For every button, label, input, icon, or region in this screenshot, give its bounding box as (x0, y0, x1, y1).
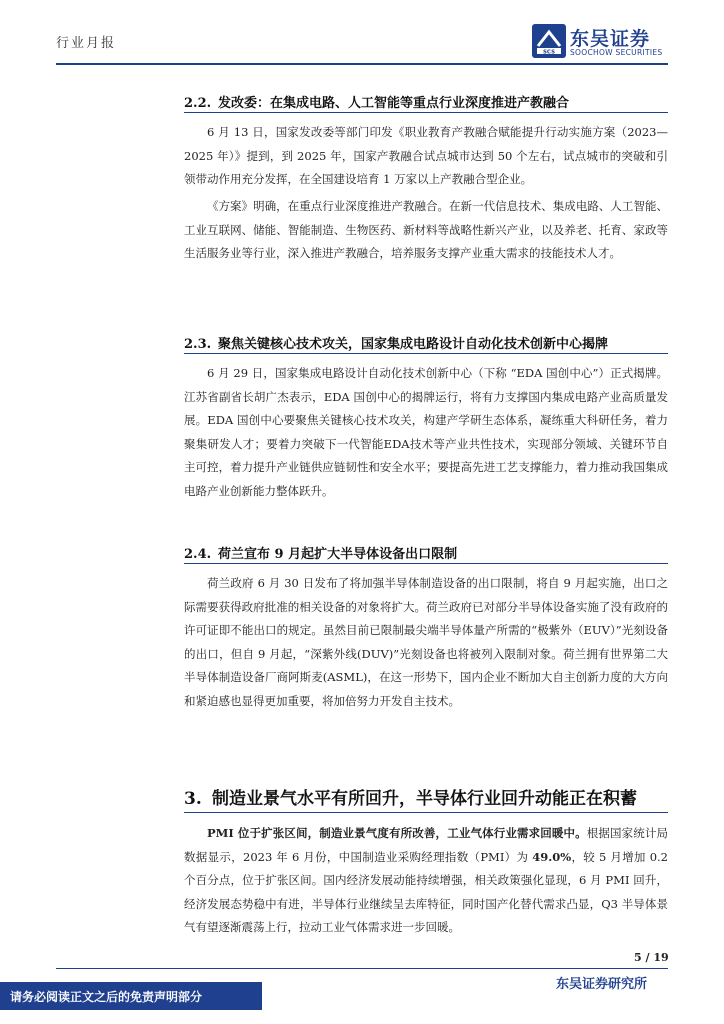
paragraph (184, 822, 668, 940)
section-number: 2.4. (184, 547, 212, 562)
chapter-title-3 (184, 784, 637, 809)
section-title-text: 聚焦关键核心技术攻关，国家集成电路设计自动化技术创新中心揭牌 (218, 337, 609, 352)
paragraph: 6 月 29 日，国家集成电路设计自动化技术创新中心（下称 “EDA 国创中心”）正式揭牌。江苏省副省长胡广杰表示，EDA 国创中心的揭牌运行，将有力支撑国内集成电路产业高质量发展。EDA 国创中心要聚焦关键核心技术攻关，构建产学研生态体系，凝练重大科研任务，着力聚集研发人才；要着力突破下一代智能EDA技术等产业共性技术，实现部分领域、关键环节自主可控，着力提升产业链供应链韧性和安全水平；要提高先进工艺支撑能力，着力推动我国集成电路产业创新能力整体跃升。 (184, 366, 668, 498)
section-title-2-3 (184, 333, 608, 352)
logo-name-cn: 东吴证券 (570, 28, 651, 50)
section-title-text: 发改委：在集成电路、人工智能等重点行业深度推进产教融合 (218, 96, 570, 111)
soochow-logo-icon (532, 24, 566, 58)
section-title-2-2 (184, 92, 569, 111)
section-title-text: 荷兰宣布 9 月起扩大半导体设备出口限制 (218, 547, 458, 562)
section-underline (184, 112, 668, 113)
company-logo (532, 24, 682, 60)
section-number: 2.2. (184, 96, 212, 111)
paragraph: 《方案》明确，在重点行业深度推进产教融合。在新一代信息技术、集成电路、人工智能、工业互联网、储能、智能制造、生物医药、新材料等战略性新兴产业，以及养老、托育、家政等生活服务业等行业，深入推进产教融合，培养服务支撑产业重大需求的技能技术人才。 (184, 199, 668, 260)
logo-name-en: SOOCHOW SECURITIES (570, 48, 663, 57)
paragraph-text: ，较 5 月增加 0.2 个百分点，位于扩张区间。国内经济发展动能持续增强，相关政策强化显现，6 月 PMI 回升，经济发展态势稳中有进，半导体行业继续呈去库特征，同时国产化替代需求凸显，Q3 半导体景气有望逐渐震荡上行，拉动工业气体需求进一步回暖。 (184, 849, 668, 934)
chapter-title-text: 制造业景气水平有所回升，半导体行业回升动能正在积蓄 (212, 789, 637, 809)
footer-org-name: 东吴证券研究所 (556, 977, 648, 992)
paragraph-text: 根据国家统计局数据显示，2023 年 6 月份，中国制造业采购经理指数（PMI）为 (184, 826, 669, 864)
section-underline (184, 353, 668, 354)
section-number: 2.3. (184, 337, 212, 352)
section-underline (184, 563, 668, 564)
page-number: 5 / 19 (634, 951, 669, 964)
disclaimer-banner (0, 982, 262, 1010)
paragraph: 荷兰政府 6 月 30 日发布了将加强半导体制造设备的出口限制，将自 9 月起实施，出口之际需要获得政府批准的相关设备的对象将扩大。荷兰政府已对部分半导体设备实施了没有政府的许可证即不能出口的规定。虽然目前已限制最尖端半导体量产所需的“极紫外（EUV）”光刻设备的出口，但自 9 月起，“深紫外线(DUV)”光刻设备也将被列入限制对象。荷兰拥有世界第二大半导体制造设备厂商阿斯麦(ASML)，在这一形势下，国内企业不断加大自主创新力度的大方向和紧迫感也显得更加重要，将加倍努力开发自主技术。 (184, 576, 668, 708)
chapter-number: 3. (184, 789, 202, 809)
section-title-2-4 (184, 543, 457, 562)
header-divider (56, 63, 668, 65)
paragraph: 6 月 13 日，国家发改委等部门印发《职业教育产教融合赋能提升行动实施方案（2023—2025 年）》提到，到 2025 年，国家产教融合试点城市达到 50 个左右，试点城市的突破和引领带动作用充分发挥，在全国建设培育 1 万家以上产教融合型企业。 (184, 125, 668, 186)
footer-divider (56, 968, 668, 969)
disclaimer-text: 请务必阅读正文之后的免责声明部分 (10, 990, 203, 1004)
report-type-label: 行业月报 (56, 36, 117, 51)
chapter-underline (184, 812, 668, 813)
paragraph-lead: PMI 位于扩张区间，制造业景气度有所改善，工业气体行业需求回暖中。 (207, 826, 587, 840)
pmi-value: 49.0% (532, 849, 572, 864)
logo-mark-text: SCS (542, 49, 556, 56)
